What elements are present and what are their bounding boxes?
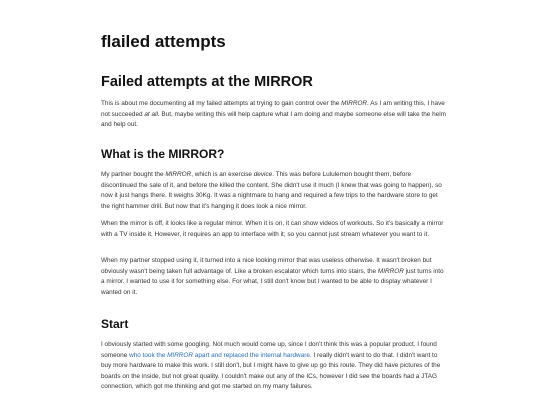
what-p1-mirror: MIRROR <box>165 171 192 178</box>
what-paragraph-2: When the mirror is off, it looks like a regular mirror. When it is on, it can show videos of workouts. So it's basically a mirror with a TV inside it. However, it requires an app to interface with it; so you cannot just stream whatever you want to it. <box>101 220 444 238</box>
start-paragraph-1 <box>101 340 447 393</box>
teardown-link-text-1: who took the <box>129 351 168 359</box>
what-paragraph-3 <box>101 256 447 298</box>
what-p1-text-1: My partner bought the <box>101 171 166 178</box>
what-paragraph-1 <box>101 170 447 212</box>
what-p1-text-3: . This was before Lululemon bought them, before discontinued the sale of it, and before the killed the content. She didn't use it much (I knew that was going to happen), so now it just hangs there. It weighs 30Kg. It was a nightmare to hang and required a few trips to the hardware store to get the right hammer drill. But now that it's hanging it does look a nice mirror. <box>101 171 442 210</box>
intro-mirror: MIRROR <box>341 100 368 107</box>
intro-text-2: . As I am writing this, I have not succeeded <box>101 100 445 118</box>
heading-what-is-mirror: What is the MIRROR? <box>101 147 225 161</box>
what-p1-device: device <box>253 171 273 178</box>
what-p3-mirror: MIRROR <box>377 267 404 275</box>
teardown-link-mirror: MIRROR <box>167 351 194 359</box>
post-title: Failed attempts at the MIRROR <box>101 74 313 90</box>
what-p3-text-1: When my partner stopped using it, it turned into a nice looking mirror that was useless otherwise. It wasn't broken but obviously wasn't being taken full advantage of. Like a broken escalator which turns into stairs, the <box>101 257 432 275</box>
site-title[interactable]: flailed attempts <box>101 32 226 51</box>
intro-text-1: This is about me documenting all my failed attempts at trying to gain control over the <box>101 100 342 107</box>
heading-start: Start <box>101 317 129 331</box>
start-p1-text-1: I obviously started with some googling. Not much would come up, since I don't think this was a popular product. I found someone <box>101 341 437 359</box>
what-p3-text-2: just turns into a mirror. I wanted to use it for something else. For what, I still don't know but I wanted to be able to display whatever I wanted on it. <box>101 267 444 296</box>
intro-at-all: at all <box>144 110 158 118</box>
start-p1-text-2: . I really didn't want to do that. I didn't want to buy more hardware to make this work. I still don't, but I might have to give up go this route. They did have pictures of the boards on the inside, but not great quality. I couldn't make out any of the ICs, however I did see the boards had a JTAG connection, which got me thinking and got me started on my many failures. <box>101 351 441 391</box>
teardown-link[interactable] <box>129 352 310 359</box>
teardown-link-text-2: apart and replaced the internal hardware <box>193 351 310 359</box>
intro-paragraph <box>101 99 447 131</box>
intro-text-3: . But, maybe writing this will help capture what I am doing and maybe someone else will take the helm and help out. <box>101 110 446 129</box>
what-p1-text-2: , which is an exercise <box>191 171 254 178</box>
